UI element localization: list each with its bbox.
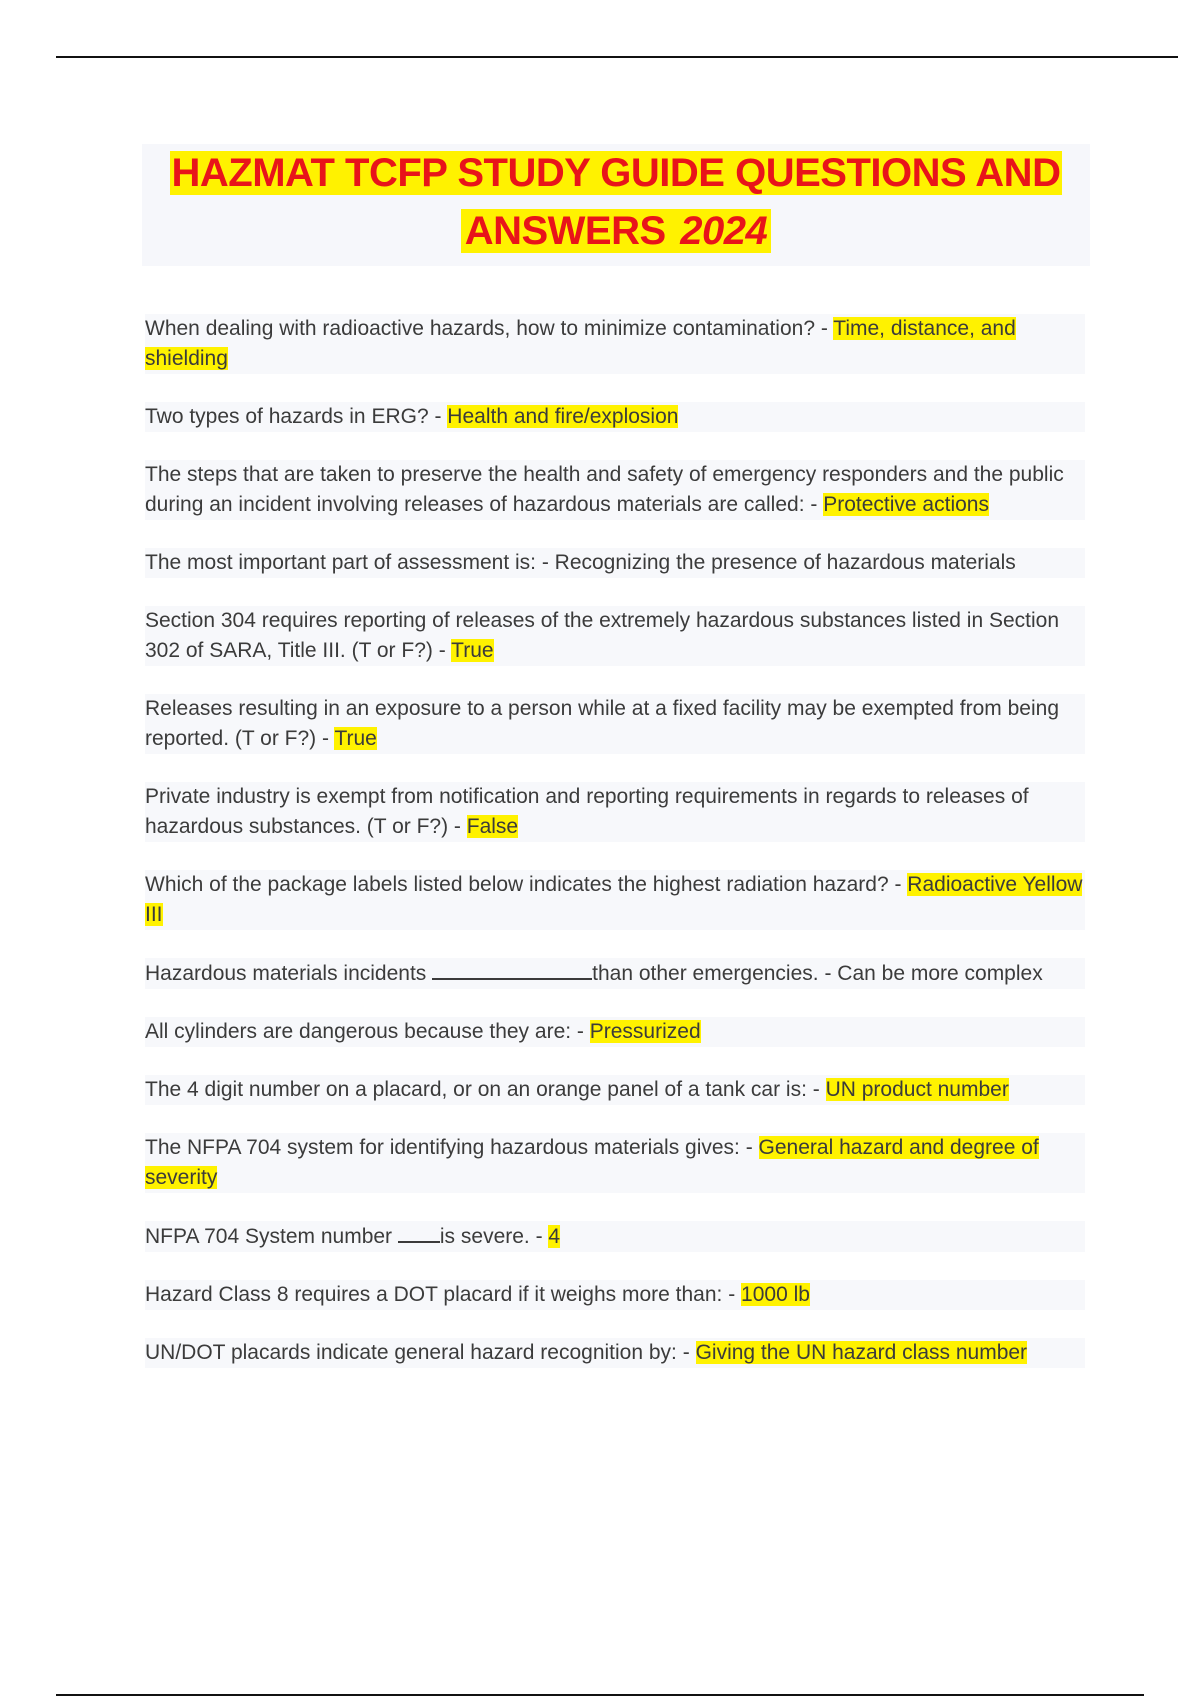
question: All cylinders are dangerous because they are: -: [145, 1020, 590, 1043]
qa-item: [145, 1221, 1085, 1252]
answer: Giving the UN hazard class number: [695, 1341, 1028, 1364]
answer: 4: [548, 1225, 561, 1248]
answer: True: [451, 639, 494, 662]
qa-item: [145, 548, 1085, 578]
qa-item: [145, 958, 1085, 989]
answer: Time, distance, and shielding: [145, 317, 1016, 370]
answer: Health and fire/explosion: [447, 405, 679, 428]
qa-item: [145, 1075, 1085, 1105]
qa-item: [145, 1017, 1085, 1047]
answer: 1000 lb: [741, 1283, 810, 1306]
title-line-2: [142, 202, 1090, 260]
question-end: than other emergencies. -: [592, 962, 838, 985]
qa-list: [145, 314, 1085, 1368]
qa-item: [145, 402, 1085, 432]
title-text-2: [461, 209, 772, 253]
question: Two types of hazards in ERG? -: [145, 405, 448, 428]
question: When dealing with radioactive hazards, how to minimize contamination? -: [145, 317, 834, 340]
answer: UN product number: [825, 1078, 1009, 1101]
question: Private industry is exempt from notification and reporting requirements in regards to releases of hazardous substances. (T or F?) -: [145, 785, 1029, 838]
title-text-1: HAZMAT TCFP STUDY GUIDE QUESTIONS AND: [171, 151, 1061, 195]
title-answers: ANSWERS: [464, 209, 677, 253]
question: The 4 digit number on a placard, or on an orange panel of a tank car is: -: [145, 1078, 826, 1101]
question: Which of the package labels listed below indicates the highest radiation hazard? -: [145, 873, 908, 896]
document-title: [142, 144, 1090, 266]
fill-in-blank: [398, 1221, 440, 1243]
answer: Pressurized: [589, 1020, 701, 1043]
question: Section 304 requires reporting of releases of the extremely hazardous substances listed in Section 302 of SARA, Title III. (T or F?) -: [145, 609, 1060, 662]
answer: False: [466, 815, 519, 838]
qa-item: [145, 314, 1085, 374]
answer: Recognizing the presence of hazardous materials: [554, 551, 1016, 574]
fill-in-blank: [432, 958, 592, 980]
question-start: NFPA 704 System number: [145, 1225, 398, 1248]
answer: Can be more complex: [837, 962, 1043, 985]
title-line-1: [142, 144, 1090, 202]
title-year: 2024: [680, 209, 768, 253]
question: Hazard Class 8 requires a DOT placard if it weighs more than: -: [145, 1283, 742, 1306]
question: The NFPA 704 system for identifying hazardous materials gives: -: [145, 1136, 759, 1159]
qa-item: [145, 1133, 1085, 1193]
question-end: is severe. -: [439, 1225, 549, 1248]
question: Releases resulting in an exposure to a person while at a fixed facility may be exempted from being reported. (T or F?) -: [145, 697, 1059, 750]
question-start: Hazardous materials incidents: [145, 962, 433, 985]
question: The most important part of assessment is: -: [145, 551, 555, 574]
answer: Protective actions: [823, 493, 989, 516]
qa-item: [145, 1280, 1085, 1310]
qa-item: [145, 870, 1085, 930]
top-rule: [56, 56, 1178, 58]
answer: True: [334, 727, 377, 750]
qa-item: [145, 460, 1085, 520]
question: UN/DOT placards indicate general hazard recognition by: -: [145, 1341, 696, 1364]
qa-item: [145, 782, 1085, 842]
bottom-rule: [56, 1694, 1144, 1696]
answer: General hazard and degree of severity: [145, 1136, 1039, 1189]
qa-item: [145, 1338, 1085, 1368]
qa-item: [145, 606, 1085, 666]
answer: Radioactive Yellow III: [145, 873, 1083, 926]
qa-item: [145, 694, 1085, 754]
question: The steps that are taken to preserve the health and safety of emergency responders and the public during an incident involving releases of hazardous materials are called: -: [145, 463, 1064, 516]
